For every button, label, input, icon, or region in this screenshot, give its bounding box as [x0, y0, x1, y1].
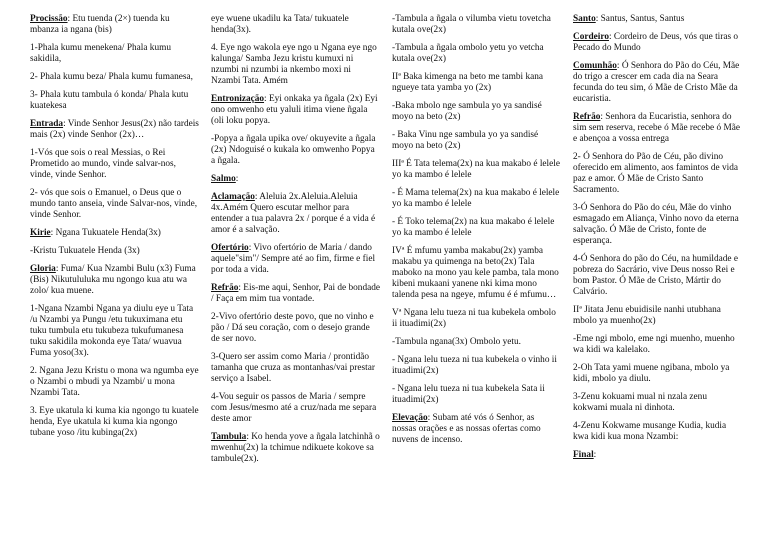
- verse-paragraph: [392, 217, 561, 239]
- section-heading: Comunhão: [573, 61, 617, 71]
- verse-paragraph: [573, 61, 742, 105]
- verse-text: : Cordeiro de Deus, vós que tiras o Pecado do Mundo: [573, 32, 739, 53]
- verse-paragraph: [211, 192, 380, 236]
- verse-text: 2- vós que sois o Emanuel, o Deus que o mundo tanto anseia, vinde Salvar-nos, vinde, vinde Senhor.: [30, 188, 198, 220]
- verse-paragraph: [392, 413, 561, 446]
- verse-paragraph: [392, 308, 561, 330]
- verse-paragraph: [573, 203, 742, 247]
- verse-paragraph: [30, 90, 199, 112]
- verse-text: : Ngana Tukuatele Henda(3x): [50, 228, 161, 238]
- verse-paragraph: [30, 366, 199, 399]
- verse-text: - Baka Vinu nge sambula yo ya sandisé moyo na beto (2x): [392, 130, 539, 151]
- section-heading: Kirie: [30, 228, 51, 238]
- verse-paragraph: [30, 246, 199, 257]
- verse-text: IIª Jitata Jenu ebuidisile nanhi utubhana mbolo ya muenho(2x): [573, 305, 721, 326]
- verse-paragraph: [30, 228, 199, 239]
- verse-text: - Ngana lelu tueza ni tua kubekela o vinho ii ituadimi(2x): [392, 355, 557, 376]
- verse-paragraph: [30, 188, 199, 221]
- verse-text: : Eis-me aqui, Senhor, Pai de bondade / Faça em mim tua vontade.: [211, 283, 381, 304]
- verse-text: 4-Zenu Kokwame musange Kudia, kudia kwa kidi kua mona Nzambi:: [573, 421, 727, 442]
- verse-text: 3-Quero ser assim como Maria / prontidão tamanha que cruza as montanhas/vai prestar serviço a Isabel.: [211, 352, 375, 384]
- verse-text: -Kristu Tukuatele Henda (3x): [30, 246, 140, 256]
- verse-text: IIIª É Tata telema(2x) na kua makabo é lelele yo ka mambo é lelele: [392, 159, 560, 180]
- verse-text: : Vinde Senhor Jesus(2x) não tardeis mais (2x) vinde Senhor (2x)…: [30, 119, 199, 140]
- verse-text: -Baka mbolo nge sambula yo ya sandisé moyo na beto (2x): [392, 101, 542, 122]
- verse-text: :: [235, 174, 239, 184]
- section-heading: Elevação: [392, 413, 428, 423]
- verse-text: eye wuene ukadilu ka Tata/ tukuatele henda(3x).: [211, 14, 349, 35]
- verse-paragraph: [392, 130, 561, 152]
- verse-paragraph: [392, 43, 561, 65]
- verse-paragraph: [30, 304, 199, 359]
- verse-text: -Tambula a ñgala ombolo yetu yo vetcha kutala ove(2x): [392, 43, 544, 64]
- section-heading: Ofertório: [211, 243, 249, 253]
- verse-text: 2. Ngana Jezu Kristu o mona wa ngumba eye o Nzambi o mbudi ya Nzambi/ u mona Nzambi Tata.: [30, 366, 199, 398]
- verse-paragraph: [392, 188, 561, 210]
- verse-text: - É Toko telema(2x) na kua makabo é lelele yo ka mambo é lelele: [392, 217, 555, 238]
- verse-paragraph: [573, 392, 742, 414]
- verse-text: 4-Vou seguir os passos de Maria / sempre com Jesus/mesmo até a cruz/nada me separa deste amor: [211, 392, 377, 424]
- verse-text: -Eme ngi mbolo, eme ngi muenho, muenho wa kidi wa kalelako.: [573, 334, 735, 355]
- verse-paragraph: [30, 406, 199, 439]
- verse-text: : Vivo ofertório de Maria / dando aquele"sim"/ Sempre até ao fim, firme e fiel por toda a vida.: [211, 243, 376, 275]
- verse-text: : Ó Senhora do Pão do Céu, Mãe do trigo a crescer em cada dia na Seara fecunda do teu sim, ó Mãe de Cristo Mãe da eucaristia.: [573, 61, 740, 104]
- column-2: [211, 14, 392, 543]
- verse-paragraph: [211, 43, 380, 87]
- verse-text: 3- Phala kutu tambula ó konda/ Phala kutu kuatekesa: [30, 90, 189, 111]
- verse-paragraph: [573, 421, 742, 443]
- verse-text: : Ko henda yove a ñgala latchinhã o mwenhu(2x) la tchimue ndikuete kokove sa tambule(2x).: [211, 432, 380, 464]
- verse-paragraph: [211, 312, 380, 345]
- verse-text: : Aleluia 2x.Aleluia.Aleluia 4x.Amém Quero escutar melhor para entender a tua palavra 2x / porque é a vida é amor é a salvação.: [211, 192, 376, 235]
- section-heading: Procissão: [30, 14, 68, 24]
- verse-text: :: [593, 450, 597, 460]
- verse-text: 2-Vivo ofertório deste povo, que no vinho e pão / Dá seu coração, com o desejo grande de ser novo.: [211, 312, 374, 344]
- verse-text: -Tambula a ñgala o vilumba vietu tovetcha kutala ove(2x): [392, 14, 551, 35]
- verse-paragraph: [30, 43, 199, 65]
- verse-text: 1-Phala kumu menekena/ Phala kumu sakidila,: [30, 43, 171, 64]
- verse-paragraph: [392, 159, 561, 181]
- verse-paragraph: [573, 112, 742, 145]
- verse-paragraph: [392, 355, 561, 377]
- verse-paragraph: [211, 14, 380, 36]
- verse-text: : Fuma/ Kua Nzambi Bulu (x3) Fuma (Bis) Nikutululuka mu ngongo kua atu wa zolo/ kua muene.: [30, 264, 196, 296]
- verse-paragraph: [573, 14, 742, 25]
- verse-text: IIª Baka kimenga na beto me tambi kana ngueye tata yamba yo (2x): [392, 72, 544, 93]
- verse-text: : Senhora da Eucaristia, senhora do sim sem reserva, recebe ó Mãe recebe ó Mãe e abençoa a vossa entrega: [573, 112, 740, 144]
- section-heading: Santo: [573, 14, 596, 24]
- verse-text: 3-Zenu kokuami mual ni nzala zenu kokwami muala ni dinhota.: [573, 392, 707, 413]
- column-3: [392, 14, 573, 543]
- verse-text: 2- Ó Senhora do Pão de Céu, pão divino oferecido em alimento, aos famintos de vida paz e amor. Ó Mãe de Cristo Santo Sacramento.: [573, 152, 738, 195]
- section-heading: Gloria: [30, 264, 56, 274]
- verse-text: 1-Vós que sois o real Messias, o Rei Prometido ao mundo, vinde salvar-nos, vinde, vinde Senhor.: [30, 148, 176, 180]
- section-heading: Final: [573, 450, 594, 460]
- verse-paragraph: [211, 94, 380, 127]
- column-4: [573, 14, 754, 543]
- verse-paragraph: [30, 119, 199, 141]
- verse-paragraph: [392, 72, 561, 94]
- verse-paragraph: [573, 152, 742, 196]
- verse-paragraph: [211, 352, 380, 385]
- verse-paragraph: [392, 384, 561, 406]
- verse-paragraph: [392, 14, 561, 36]
- verse-text: 4-Ó Senhora do pão do Céu, na humildade e pobreza do Sacrário, vive Deus nosso Rei e bom Pastor. Ó Mãe de Cristo, Mártir do Calvário.: [573, 254, 738, 297]
- verse-text: : Subam até vós ó Senhor, as nossas orações e as nossas ofertas como nuvens de incenso.: [392, 413, 541, 445]
- verse-paragraph: [573, 32, 742, 54]
- section-heading: Aclamação: [211, 192, 255, 202]
- verse-text: - É Mama telema(2x) na kua makabo é lelele yo ka mambo é lelele: [392, 188, 560, 209]
- verse-text: Vª Ngana lelu tueza ni tua kubekela ombolo ii ituadimi(2x): [392, 308, 556, 329]
- verse-text: -Tambula ngana(3x) Ombolo yetu.: [392, 337, 521, 347]
- section-heading: Refrão: [211, 283, 239, 293]
- verse-paragraph: [211, 174, 380, 185]
- verse-text: - Ngana lelu tueza ni tua kubekela Sata ii ituadimi(2x): [392, 384, 545, 405]
- verse-paragraph: [30, 264, 199, 297]
- column-1: [30, 14, 211, 543]
- verse-paragraph: [573, 334, 742, 356]
- verse-paragraph: [573, 450, 742, 461]
- section-heading: Cordeiro: [573, 32, 609, 42]
- section-heading: Entronização: [211, 94, 265, 104]
- verse-text: 4. Eye ngo wakola eye ngo u Ngana eye ngo kalunga/ Samba Jezu kristu kumuxi ni nzumbi ni nzumbi ia nkembo moxi ni Nzambi Tata. Amém: [211, 43, 377, 86]
- verse-text: 2- Phala kumu beza/ Phala kumu fumanesa,: [30, 72, 193, 82]
- verse-text: 1-Ngana Nzambi Ngana ya diulu eye u Tata /u Nzambi ya Pungu /etu tukuximana etu tuku tumbula etu tukubeza tukufumanesa tuku sakidila mokonda eye Tata/ wuavua Fuma yoso(3x).: [30, 304, 194, 358]
- verse-paragraph: [392, 337, 561, 348]
- section-heading: Refrão: [573, 112, 601, 122]
- verse-paragraph: [211, 243, 380, 276]
- verse-paragraph: [30, 14, 199, 36]
- verse-paragraph: [392, 246, 561, 301]
- verse-text: : Etu tuenda (2×) tuenda ku mbanza ia ngana (bis): [30, 14, 170, 35]
- verse-paragraph: [392, 101, 561, 123]
- verse-paragraph: [30, 148, 199, 181]
- verse-paragraph: [211, 283, 380, 305]
- verse-paragraph: [211, 432, 380, 465]
- verse-text: 3-Ó Senhora do Pão do céu, Mãe do vinho esmagado em Aliança, Vinho novo da eterna salvação. Ó Mãe de Cristo, fonte de esperança.: [573, 203, 739, 246]
- verse-paragraph: [30, 72, 199, 83]
- verse-paragraph: [573, 254, 742, 298]
- verse-paragraph: [573, 363, 742, 385]
- verse-text: : Eyi onkaka ya ñgala (2x) Eyi ono omwenho etu yaluli itima viene ñgala (oli loku popya.: [211, 94, 378, 126]
- section-heading: Entrada: [30, 119, 64, 129]
- verse-text: IVª É mfumu yamba makabu(2x) yamba makabu ya quimenga na beto(2x) Tala maboko na mono yau kele pamba, tala mono kibeni mukaani yanene nki kima mono talenda pesa na ngeye, mfumu é é mfumu…: [392, 246, 559, 300]
- section-heading: Tambula: [211, 432, 247, 442]
- verse-paragraph: [573, 305, 742, 327]
- verse-paragraph: [211, 392, 380, 425]
- verse-text: 2-Oh Tata yami muene ngibana, mbolo ya kidi, mbolo ya diulu.: [573, 363, 730, 384]
- verse-paragraph: [211, 134, 380, 167]
- section-heading: Salmo: [211, 174, 236, 184]
- verse-text: : Santus, Santus, Santus: [595, 14, 685, 24]
- verse-text: -Popya a ñgala upika ove/ okuyevite a ñgala (2x) Ndoguisé o kukala ko omwenho Popya a ñgala.: [211, 134, 376, 166]
- verse-text: 3. Eye ukatula ki kuma kia ngongo tu kuatele henda, Eye ukatula ki kuma kia ngongo tubane yoso /itu kubinga(2x): [30, 406, 199, 438]
